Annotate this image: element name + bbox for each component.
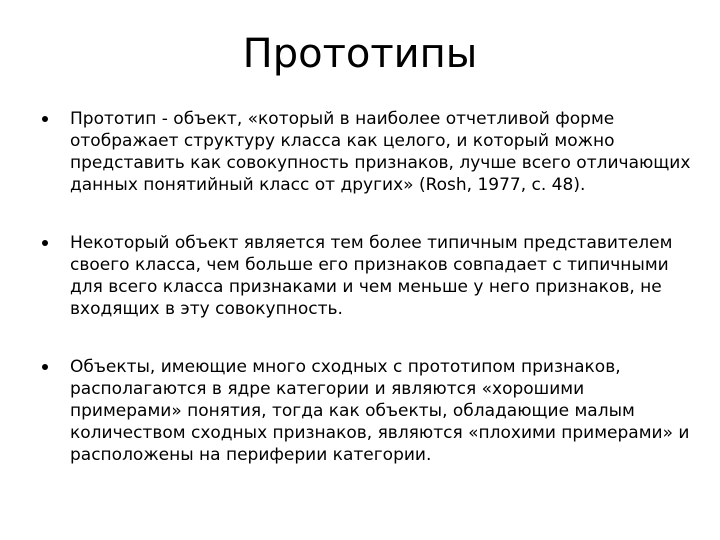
bullet-dot-icon (42, 364, 48, 370)
bullet-text: Некоторый объект является тем более типичным представителем своего класса, чем больше его признаков совпадает с типичными для всего класса признаками и чем меньше у него признаков, не входящих в эту совокупность. (70, 233, 673, 319)
bullet-text: Прототип - объект, «который в наиболее отчетливой форме отображает структуру класса как целого, и который можно представить как совокупность признаков, лучше всего отличающих данных понятийный класс от других» (Rosh, 1977, с. 48). (70, 109, 691, 195)
bullet-text: Объекты, имеющие много сходных с прототипом признаков, располагаются в ядре категории и являются «хорошими примерами» понятия, тогда как объекты, обладающие малым количеством сходных признаков, являются «плохими примерами» и расположены на периферии категории. (70, 357, 690, 465)
bullet-dot-icon (42, 116, 48, 122)
bullet-item-prototype-definition (36, 108, 691, 196)
bullet-list (36, 108, 691, 466)
slide-title: Прототипы (242, 31, 478, 77)
bullet-item-category-core (36, 356, 691, 466)
bullet-item-typicality (36, 232, 691, 320)
bullet-dot-icon (42, 240, 48, 246)
